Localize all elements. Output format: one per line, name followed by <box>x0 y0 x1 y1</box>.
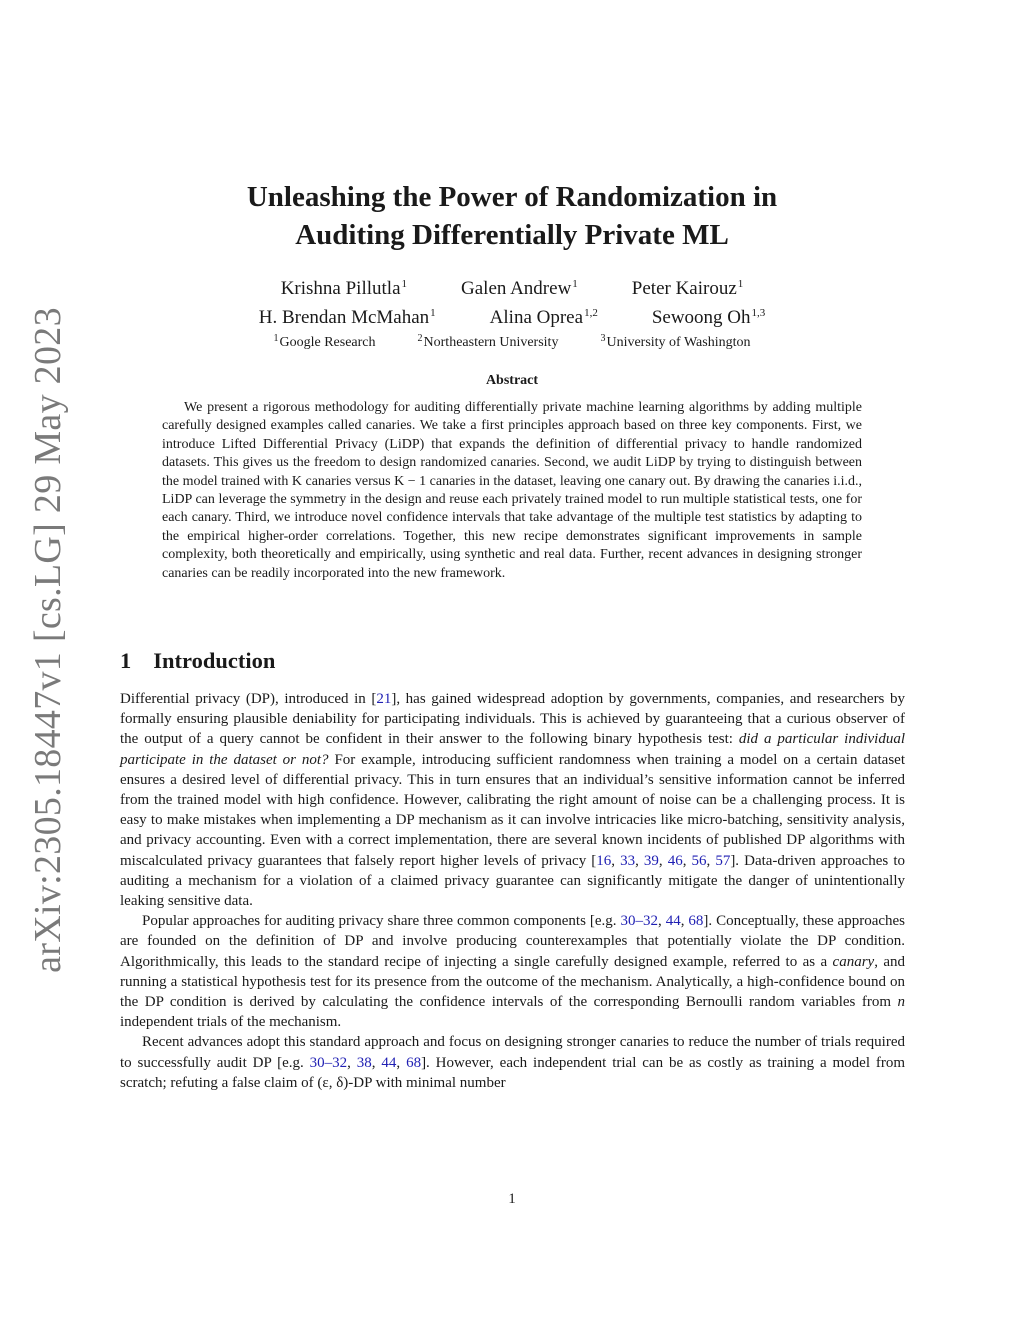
citation-link[interactable]: 16 <box>596 852 612 869</box>
title-line-1: Unleashing the Power of Randomization in <box>246 181 778 213</box>
citation-link[interactable]: 46 <box>667 852 683 869</box>
section-number: 1 <box>120 648 132 673</box>
author: H. Brendan McMahan$^1$ <box>258 307 436 328</box>
citation-link[interactable]: 30–32 <box>309 1054 348 1071</box>
section-title: Introduction <box>153 648 276 673</box>
citation-link[interactable]: 38 <box>356 1054 372 1071</box>
author-row-2 <box>120 301 904 330</box>
citation-link[interactable]: 57 <box>715 852 731 869</box>
citation-link[interactable]: 39 <box>643 852 659 869</box>
body-text <box>120 689 905 1093</box>
arxiv-sidebar-stamp <box>27 307 69 973</box>
page-number: 1 <box>508 1191 516 1207</box>
paragraph: Differential privacy (DP), introduced in [21], has gained widespread adoption by governments, companies, and researchers by formally ensuring plausible deniability for participating individuals. This is achieved by guaranteeing that a curious observer of the output of a query cannot be confident in their answer to the following binary hypothesis test: did a particular individual participate in the dataset or not? For example, introducing sufficient randomness when training a model on a certain dataset ensures a desired level of differential privacy. This in turn ensures that an individual’s sensitive information cannot be inferred from the trained model with high confidence. However, calibrating the right amount of noise can be a challenging process. It is easy to make mistakes when implementing a DP mechanism as it can involve intricacies like micro-batching, sensitivity analysis, and privacy accounting. Even with a correct implementation, there are several known incidents of published DP algorithms with miscalculated privacy guarantees that falsely report higher levels of privacy [16, 33, 39, 46, 56, 57]. Data-driven approaches to auditing a mechanism for a violation of a claimed privacy guarantee can significantly mitigate the danger of unintentionally leaking sensitive data. <box>120 691 906 910</box>
math-variable: n <box>897 994 905 1011</box>
author: Peter Kairouz$^1$ <box>631 278 744 299</box>
citation-link[interactable]: 30–32 <box>620 913 658 930</box>
affiliation: $^3$University of Washington <box>600 333 751 350</box>
emphasis: canary <box>832 953 875 970</box>
author: Alina Oprea$^{1,2}$ <box>489 307 598 328</box>
affiliation: $^1$Google Research <box>273 333 376 350</box>
author-list <box>120 272 904 330</box>
title-line-2: Auditing Differentially Private ML <box>295 219 729 251</box>
section-heading <box>120 648 275 674</box>
author-row-1 <box>120 272 904 301</box>
paragraph: Recent advances adopt this standard approach and focus on designing stronger canaries to reduce the number of trials required to successfully audit DP [e.g. 30–32, 38, 44, 68]. However, each independent trial can be as costly as training a model from scratch; refuting a false claim of (ε, δ)-DP with minimal number <box>120 1034 906 1091</box>
paper-title <box>120 178 904 254</box>
paragraph: Popular approaches for auditing privacy share three common components [e.g. 30–32, 44, 68]. Conceptually, these approaches are founded on the definition of DP and involve producing counterexamples that potentially violate the DP condition. Algorithmically, this leads to the standard recipe of injecting a single carefully designed example, referred to as a canary, and running a statistical hypothesis test for its presence from the outcome of the mechanism. Analytically, a high-confidence bound on the DP condition is derived by calculating the confidence intervals of the corresponding Bernoulli random variables from n independent trials of the mechanism. <box>120 913 906 1031</box>
citation-link[interactable]: 21 <box>376 691 392 707</box>
arxiv-identifier: arXiv:2305.18447v1 [cs.LG] 29 May 2023 <box>27 307 69 973</box>
affiliations <box>120 333 904 351</box>
emphasis: did a particular individual participate in the dataset or not? <box>120 731 905 768</box>
citation-link[interactable]: 33 <box>620 852 636 869</box>
author: Galen Andrew$^1$ <box>461 278 578 299</box>
citation-link[interactable]: 44 <box>665 913 681 930</box>
abstract-heading: Abstract <box>485 373 539 388</box>
abstract-text: We present a rigorous methodology for auditing differentially private machine learning algorithms by adding multiple carefully designed examples called canaries. We take a first principles approach based on three key components. First, we introduce Lifted Differential Privacy (LiDP) that expands the definition of differential privacy to handle randomized datasets. This gives us the freedom to design randomized canaries. Second, we audit LiDP by trying to distinguish between the model trained with K canaries versus K − 1 canaries in the dataset, leaving one canary out. By drawing the canaries i.i.d., LiDP can leverage the symmetry in the design and reuse each privately trained model to run multiple statistical tests, one for each canary. Third, we introduce novel confidence intervals that take advantage of the multiple test statistics by adapting to the empirical higher-order correlations. Together, this new recipe demonstrates significant improvements in sample complexity, both theoretically and empirically, using synthetic and real data. Further, recent advances in designing stronger canaries can be readily incorporated into the new framework. <box>162 400 862 581</box>
affiliation: $^2$Northeastern University <box>417 333 559 350</box>
citation-link[interactable]: 44 <box>381 1054 397 1071</box>
author: Krishna Pillutla$^1$ <box>280 278 408 299</box>
citation-link[interactable]: 56 <box>691 852 707 869</box>
citation-link[interactable]: 68 <box>406 1054 422 1071</box>
author: Sewoong Oh$^{1,3}$ <box>651 307 766 328</box>
citation-link[interactable]: 68 <box>688 913 704 930</box>
